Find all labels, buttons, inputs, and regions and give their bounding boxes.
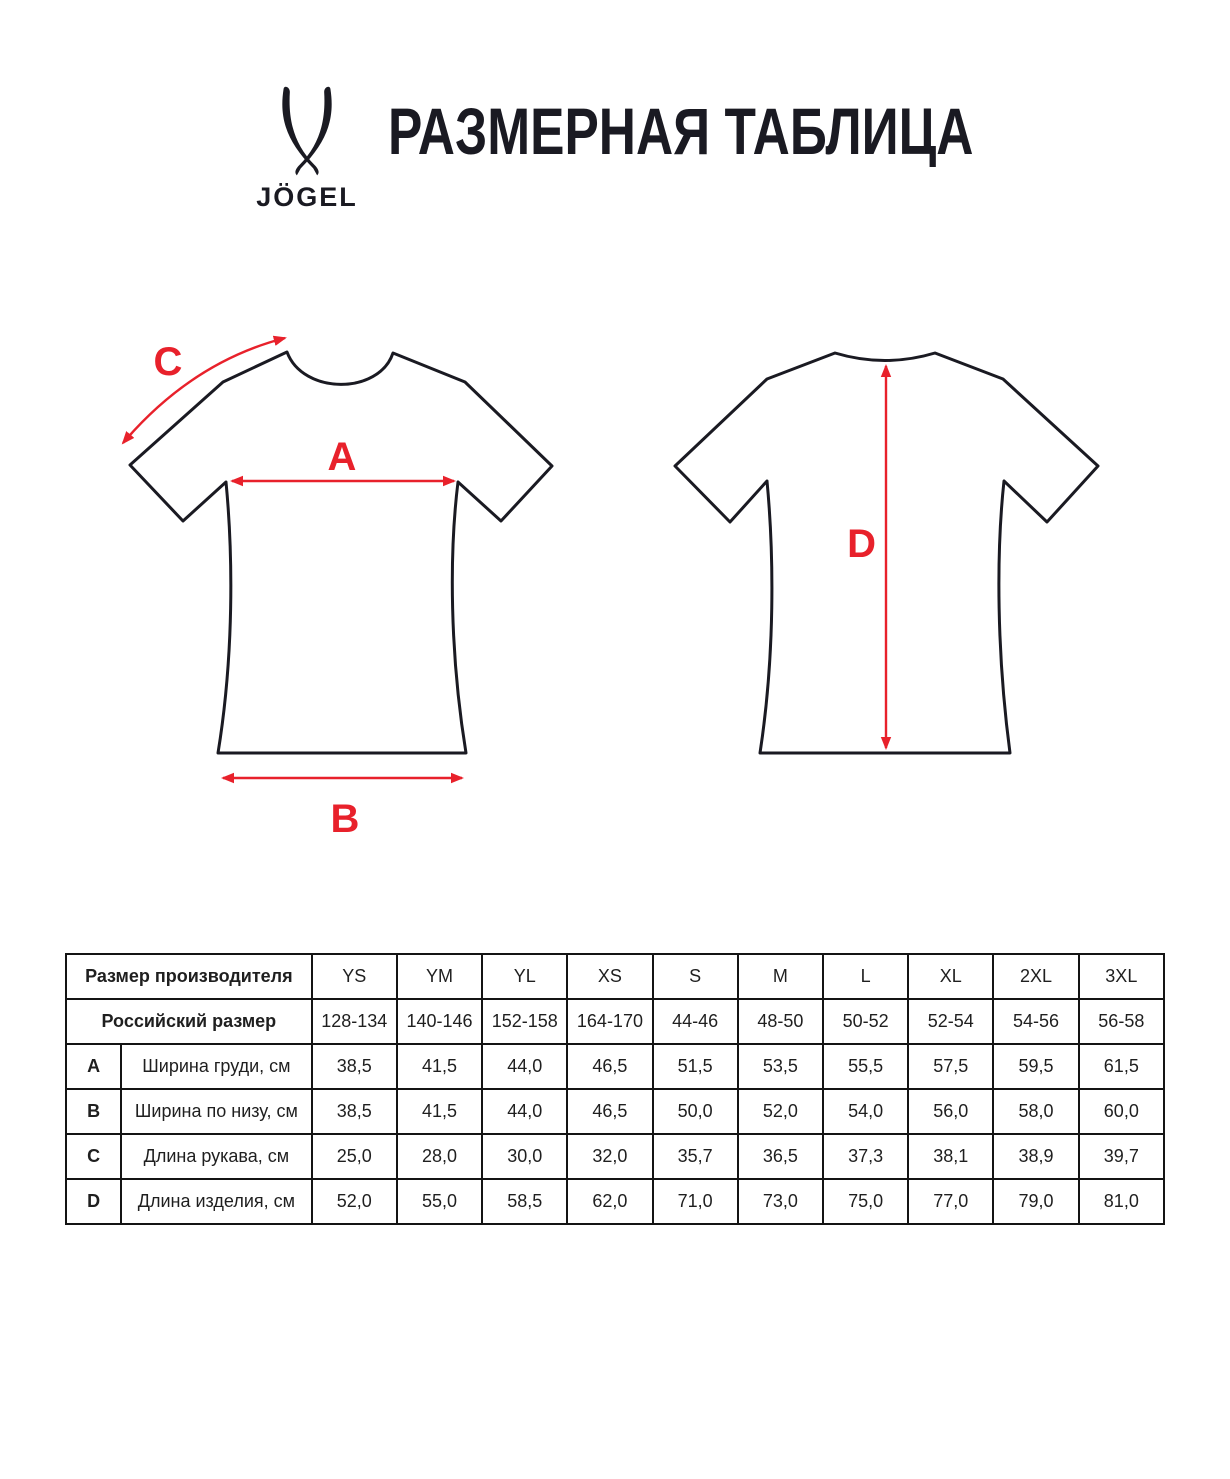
value-cell: 77,0	[908, 1179, 993, 1224]
value-cell: 57,5	[908, 1044, 993, 1089]
value-cell: 55,0	[397, 1179, 482, 1224]
size-code-cell: 3XL	[1079, 954, 1164, 999]
garment-length-label: D	[847, 522, 876, 566]
ru-size-cell: 52-54	[908, 999, 993, 1044]
value-cell: 56,0	[908, 1089, 993, 1134]
value-cell: 41,5	[397, 1044, 482, 1089]
param-name-cell: Ширина по низу, см	[121, 1089, 312, 1134]
size-code-cell: XL	[908, 954, 993, 999]
size-table	[65, 953, 1165, 1225]
value-cell: 44,0	[482, 1044, 567, 1089]
ru-size-cell: 54-56	[993, 999, 1078, 1044]
measure-row-b	[66, 1089, 1164, 1134]
value-cell: 41,5	[397, 1089, 482, 1134]
value-cell: 46,5	[567, 1044, 652, 1089]
page-title: РАЗМЕРНАЯ ТАБЛИЦА	[388, 94, 974, 168]
brand-logo	[237, 86, 377, 211]
brand-wordmark: JÖGEL	[256, 182, 358, 212]
manufacturer-size-row	[66, 954, 1164, 999]
value-cell: 50,0	[653, 1089, 738, 1134]
value-cell: 28,0	[397, 1134, 482, 1179]
value-cell: 30,0	[482, 1134, 567, 1179]
russian-size-header: Российский размер	[66, 999, 312, 1044]
ru-size-cell: 152-158	[482, 999, 567, 1044]
value-cell: 35,7	[653, 1134, 738, 1179]
value-cell: 79,0	[993, 1179, 1078, 1224]
size-code-cell: S	[653, 954, 738, 999]
param-name-cell: Длина рукава, см	[121, 1134, 312, 1179]
value-cell: 55,5	[823, 1044, 908, 1089]
measure-row-c	[66, 1134, 1164, 1179]
value-cell: 25,0	[312, 1134, 397, 1179]
value-cell: 81,0	[1079, 1179, 1164, 1224]
value-cell: 38,1	[908, 1134, 993, 1179]
value-cell: 52,0	[312, 1179, 397, 1224]
value-cell: 71,0	[653, 1179, 738, 1224]
value-cell: 59,5	[993, 1044, 1078, 1089]
bottom-width-label: B	[330, 797, 360, 841]
ru-size-cell: 44-46	[653, 999, 738, 1044]
size-code-cell: YM	[397, 954, 482, 999]
value-cell: 38,5	[312, 1044, 397, 1089]
param-letter-cell: C	[66, 1134, 121, 1179]
value-cell: 58,5	[482, 1179, 567, 1224]
tshirt-front-diagram	[100, 320, 600, 880]
value-cell: 38,9	[993, 1134, 1078, 1179]
ru-size-cell: 56-58	[1079, 999, 1164, 1044]
value-cell: 39,7	[1079, 1134, 1164, 1179]
size-code-cell: YL	[482, 954, 567, 999]
manufacturer-size-header: Размер производителя	[66, 954, 312, 999]
size-code-cell: 2XL	[993, 954, 1078, 999]
measure-row-d	[66, 1179, 1164, 1224]
russian-size-row	[66, 999, 1164, 1044]
sleeve-length-label: C	[153, 340, 183, 384]
jogel-logo-icon	[268, 86, 346, 182]
ru-size-cell: 140-146	[397, 999, 482, 1044]
value-cell: 75,0	[823, 1179, 908, 1224]
chest-width-label: A	[327, 435, 357, 479]
value-cell: 60,0	[1079, 1089, 1164, 1134]
value-cell: 37,3	[823, 1134, 908, 1179]
value-cell: 44,0	[482, 1089, 567, 1134]
value-cell: 52,0	[738, 1089, 823, 1134]
ru-size-cell: 128-134	[312, 999, 397, 1044]
value-cell: 58,0	[993, 1089, 1078, 1134]
ru-size-cell: 48-50	[738, 999, 823, 1044]
value-cell: 32,0	[567, 1134, 652, 1179]
measure-row-a	[66, 1044, 1164, 1089]
param-letter-cell: A	[66, 1044, 121, 1089]
value-cell: 62,0	[567, 1179, 652, 1224]
value-cell: 73,0	[738, 1179, 823, 1224]
param-letter-cell: B	[66, 1089, 121, 1134]
size-code-cell: L	[823, 954, 908, 999]
tshirt-front-outline	[130, 352, 552, 753]
param-name-cell: Ширина груди, см	[121, 1044, 312, 1089]
value-cell: 61,5	[1079, 1044, 1164, 1089]
param-name-cell: Длина изделия, см	[121, 1179, 312, 1224]
ru-size-cell: 164-170	[567, 999, 652, 1044]
value-cell: 53,5	[738, 1044, 823, 1089]
size-code-cell: XS	[567, 954, 652, 999]
value-cell: 36,5	[738, 1134, 823, 1179]
size-code-cell: M	[738, 954, 823, 999]
ru-size-cell: 50-52	[823, 999, 908, 1044]
value-cell: 51,5	[653, 1044, 738, 1089]
value-cell: 54,0	[823, 1089, 908, 1134]
size-code-cell: YS	[312, 954, 397, 999]
value-cell: 46,5	[567, 1089, 652, 1134]
value-cell: 38,5	[312, 1089, 397, 1134]
param-letter-cell: D	[66, 1179, 121, 1224]
tshirt-back-diagram	[650, 320, 1150, 880]
